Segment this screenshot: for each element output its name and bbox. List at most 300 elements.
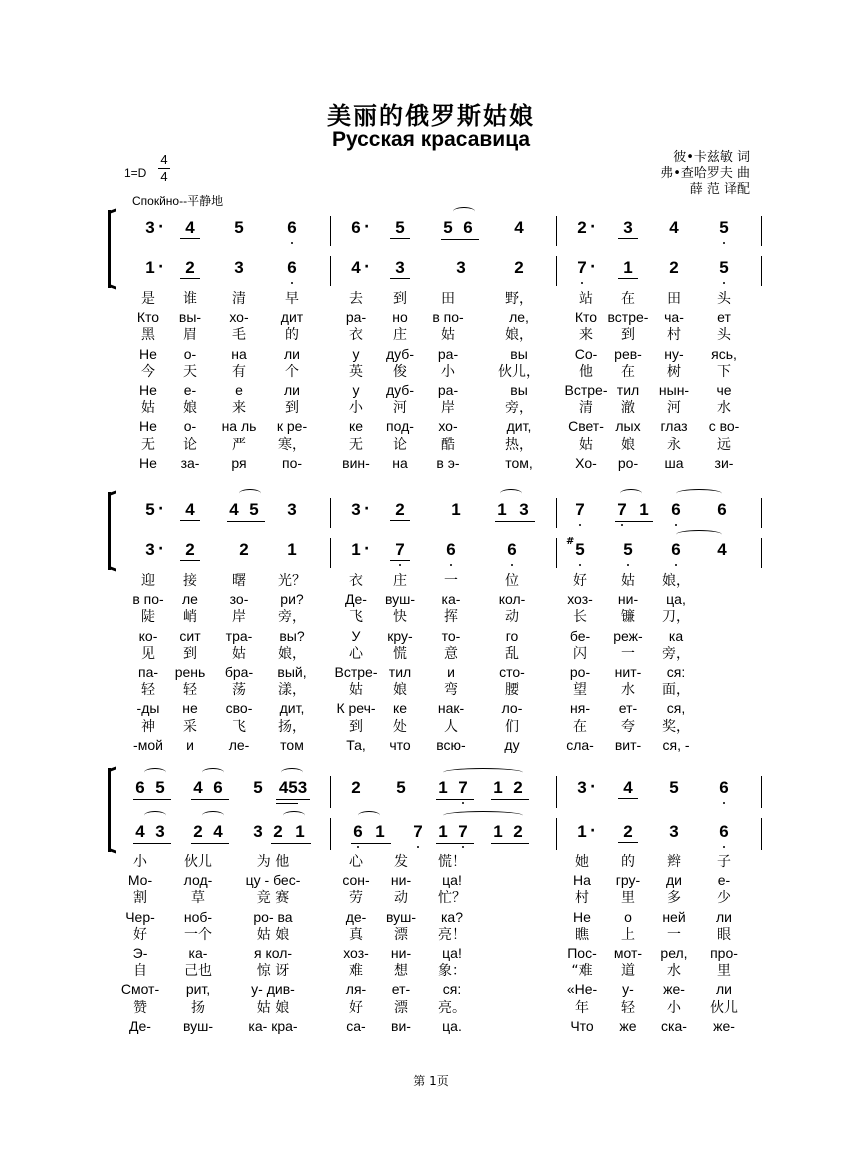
lyric-syllable: кол- bbox=[498, 591, 526, 608]
lyric-syllable: го bbox=[505, 627, 519, 644]
lyric-syllable: 岸 bbox=[441, 400, 455, 417]
note: 2 bbox=[513, 822, 523, 841]
augmentation-dot: · bbox=[364, 541, 370, 557]
lyric-syllable: но bbox=[392, 309, 408, 326]
lyrics-line-6 bbox=[108, 381, 768, 399]
lyric-syllable: 草 bbox=[191, 890, 205, 907]
lyric-syllable: цу - бес- bbox=[245, 872, 301, 889]
lyric-syllable: У bbox=[351, 627, 361, 644]
lyric-syllable: 的 bbox=[621, 854, 635, 870]
note: 3 bbox=[390, 258, 410, 279]
note: 5 bbox=[669, 778, 679, 797]
lyric-syllable: 小 bbox=[667, 999, 681, 1016]
barline bbox=[556, 498, 557, 528]
lyric-syllable: 她 bbox=[575, 854, 589, 870]
lyric-syllable: ро- bbox=[617, 454, 639, 471]
lyric-syllable: 扬， bbox=[278, 718, 306, 735]
lyrics-line-7 bbox=[108, 399, 768, 417]
barline bbox=[330, 538, 331, 568]
lyric-syllable: ро- bbox=[569, 664, 591, 680]
lyric-syllable: 到 bbox=[183, 645, 197, 662]
note: 1 bbox=[438, 822, 448, 841]
lyric-syllable: ле- bbox=[228, 736, 250, 753]
note: 7 bbox=[408, 822, 428, 842]
note: 7 bbox=[390, 540, 410, 561]
lyric-syllable: ней bbox=[662, 908, 686, 925]
lyrics-line-2 bbox=[108, 871, 768, 889]
note: 1 bbox=[375, 822, 385, 841]
note: 5 bbox=[714, 218, 734, 238]
lyric-syllable: вин- bbox=[342, 454, 370, 471]
note: 1 bbox=[493, 822, 503, 841]
note: 7 bbox=[572, 258, 592, 278]
augmentation-dot: · bbox=[158, 541, 164, 557]
lyric-syllable: рень bbox=[174, 664, 206, 680]
lyric-syllable: 远 bbox=[717, 436, 731, 453]
lyric-syllable: о- bbox=[183, 345, 197, 362]
note: 6 bbox=[717, 500, 727, 519]
note: 1 bbox=[287, 540, 297, 559]
lyric-syllable: 飞 bbox=[232, 718, 246, 735]
note: 6 bbox=[348, 822, 368, 842]
note: 5 bbox=[249, 500, 259, 519]
lyric-syllable: ясь, bbox=[711, 345, 737, 362]
lyric-syllable: вуш- bbox=[385, 908, 417, 925]
lyric-syllable: в по- bbox=[432, 309, 464, 326]
tempo-marking: Спокйно--平静地 bbox=[132, 194, 224, 208]
lyric-syllable: Де- bbox=[129, 1017, 151, 1034]
lyric-syllable: 轻 bbox=[621, 999, 635, 1016]
lyrics-line-3 bbox=[108, 608, 768, 626]
note: 3 bbox=[253, 822, 263, 841]
lyric-syllable: 村 bbox=[667, 327, 681, 344]
lyric-syllable: ри? bbox=[280, 591, 304, 608]
beam bbox=[495, 521, 535, 522]
note: 2 bbox=[618, 822, 638, 843]
note: 6 bbox=[441, 540, 461, 560]
lyric-syllable: тра- bbox=[225, 627, 253, 644]
lyric-syllable: 望 bbox=[573, 682, 587, 699]
lyric-syllable: ни- bbox=[617, 591, 639, 608]
lyric-syllable: 动 bbox=[505, 609, 519, 626]
lyrics-line-8 bbox=[108, 417, 768, 435]
lyric-syllable: ноб- bbox=[183, 908, 213, 925]
note: 6 bbox=[666, 500, 686, 520]
lyric-syllable: под- bbox=[386, 418, 414, 435]
lyric-syllable: Кто bbox=[136, 309, 160, 326]
beam bbox=[227, 521, 265, 522]
lyric-syllable: ца! bbox=[442, 945, 462, 961]
lyric-syllable: рев- bbox=[614, 345, 642, 362]
barline bbox=[556, 538, 557, 568]
lyric-syllable: 俊 bbox=[393, 363, 407, 380]
note: 5 bbox=[714, 258, 734, 278]
lyric-syllable: 娘， bbox=[278, 645, 306, 662]
lyric-syllable: 处 bbox=[393, 718, 407, 735]
lyric-syllable: 河 bbox=[393, 400, 407, 417]
lyric-syllable: по- bbox=[281, 454, 303, 471]
lyrics-line-5 bbox=[108, 926, 768, 944]
note: 4 bbox=[351, 258, 361, 277]
lyric-syllable: 快 bbox=[393, 609, 407, 626]
lyric-syllable: ду bbox=[504, 736, 520, 753]
lyric-syllable: вит- bbox=[614, 736, 642, 753]
note: 6 bbox=[282, 218, 302, 238]
lyric-syllable: реж- bbox=[613, 627, 643, 644]
lyric-syllable: Хо- bbox=[575, 454, 597, 471]
beam bbox=[615, 521, 653, 522]
lyrics-line-9 bbox=[108, 436, 768, 454]
augmentation-dot: · bbox=[590, 823, 596, 839]
lyric-syllable: же bbox=[619, 1017, 637, 1034]
lyric-syllable: 上 bbox=[621, 926, 635, 943]
lyric-syllable: 酷 bbox=[441, 436, 455, 453]
lyric-syllable: 年 bbox=[575, 999, 589, 1016]
lyric-syllable: 多 bbox=[667, 890, 681, 907]
lyric-syllable: нак- bbox=[437, 700, 465, 717]
lyrics-line-7 bbox=[108, 681, 768, 699]
lyric-syllable: 树 bbox=[667, 363, 681, 380]
note: 6 bbox=[135, 778, 145, 797]
lyrics-line-4 bbox=[108, 908, 768, 926]
lyric-syllable: Кто bbox=[574, 309, 598, 326]
augmentation-dot: · bbox=[364, 501, 370, 517]
beam bbox=[271, 843, 311, 844]
lyric-syllable: ра- bbox=[437, 382, 459, 398]
lyric-syllable: 热， bbox=[505, 436, 533, 453]
lyric-syllable: 个 bbox=[285, 363, 299, 380]
lyric-syllable: ло- bbox=[501, 700, 523, 717]
beam bbox=[191, 799, 229, 800]
lyric-syllable: 动 bbox=[394, 890, 408, 907]
lyric-syllable: у bbox=[352, 345, 360, 362]
note: 4 bbox=[135, 822, 145, 841]
lyric-syllable: Не bbox=[139, 418, 157, 435]
lyrics-line-5 bbox=[108, 645, 768, 663]
lyric-syllable: 真 bbox=[349, 926, 363, 943]
note: 2 bbox=[351, 778, 361, 797]
augmentation-dot: · bbox=[158, 259, 164, 275]
lyric-syllable: 竞 赛 bbox=[256, 890, 290, 907]
lyric-syllable: 姑 娘 bbox=[256, 926, 290, 943]
lyric-syllable: 旁， bbox=[278, 609, 306, 626]
lyric-syllable: 庄 bbox=[393, 573, 407, 589]
lyric-syllable: 子 bbox=[717, 854, 731, 870]
title-chinese: 美丽的俄罗斯姑娘 bbox=[327, 101, 535, 130]
lyric-syllable: е bbox=[235, 382, 243, 398]
lyric-syllable: хо- bbox=[229, 309, 249, 326]
note: 2 bbox=[669, 258, 679, 277]
barline bbox=[330, 498, 331, 528]
lyric-syllable: ша bbox=[664, 454, 684, 471]
slur bbox=[453, 207, 475, 216]
lyric-syllable: бра- bbox=[224, 664, 254, 680]
lyric-syllable: дуб- bbox=[385, 382, 414, 398]
lyric-syllable: ка- bbox=[188, 945, 208, 961]
lyric-syllable: на bbox=[231, 345, 247, 362]
lyric-syllable: 头 bbox=[717, 327, 731, 344]
lyrics-line-8 bbox=[108, 980, 768, 998]
lyric-syllable: 论 bbox=[183, 436, 197, 453]
lyric-syllable: ка bbox=[668, 627, 684, 644]
lyric-syllable: Де- bbox=[345, 591, 367, 608]
note: 3 bbox=[669, 822, 679, 841]
note: 2 bbox=[273, 822, 283, 841]
lyric-syllable: 黑 bbox=[141, 327, 155, 344]
lyrics-line-10 bbox=[108, 736, 768, 754]
lyric-syllable: 道 bbox=[621, 963, 635, 980]
note: 4 bbox=[193, 778, 203, 797]
note: 3 bbox=[456, 258, 466, 277]
note: 7 bbox=[453, 822, 473, 842]
lyric-syllable: 衣 bbox=[349, 573, 363, 589]
lyric-syllable: Свет- bbox=[568, 418, 604, 435]
note: 6 bbox=[502, 540, 522, 560]
barline bbox=[330, 776, 331, 808]
lyric-syllable: 乱 bbox=[505, 645, 519, 662]
note: 1 bbox=[577, 822, 587, 841]
lyric-syllable: глаз bbox=[660, 418, 688, 435]
lyric-syllable: “难 bbox=[571, 963, 593, 980]
lyric-syllable: 永 bbox=[667, 436, 681, 453]
lyric-syllable: Что bbox=[570, 1017, 594, 1034]
lyric-syllable: К реч- bbox=[336, 700, 376, 717]
lyric-syllable: 庄 bbox=[393, 327, 407, 344]
slur bbox=[443, 811, 523, 820]
lyric-syllable: 娘， bbox=[505, 327, 533, 344]
lyric-syllable: 早 bbox=[285, 291, 299, 307]
lyric-syllable: ви- bbox=[391, 1017, 411, 1034]
slur bbox=[281, 768, 303, 777]
time-signature-bottom: 4 bbox=[160, 169, 168, 184]
note: 3 bbox=[618, 218, 638, 239]
lyric-syllable: нит- bbox=[614, 664, 642, 680]
lyric-syllable: 伙儿 bbox=[184, 854, 212, 870]
lyric-syllable: 镰 bbox=[621, 609, 635, 626]
lyric-syllable: ли bbox=[284, 345, 300, 362]
lyrics-line-10 bbox=[108, 1017, 768, 1035]
lyric-syllable: том bbox=[280, 736, 304, 753]
lyric-syllable: 里 bbox=[621, 890, 635, 907]
lyric-syllable: на ль bbox=[221, 418, 257, 435]
note: 5 bbox=[253, 778, 263, 797]
lyric-syllable: Пос- bbox=[567, 945, 597, 961]
credit-composer: 弗•查哈罗夫 曲 bbox=[660, 166, 750, 181]
lyric-syllable: 闪 bbox=[573, 645, 587, 662]
note: 5 bbox=[570, 540, 590, 560]
note: 4 bbox=[229, 500, 239, 519]
lyric-syllable: 田 bbox=[441, 291, 455, 307]
lyric-syllable: 是 bbox=[141, 291, 155, 307]
lyric-syllable: 姑 bbox=[579, 436, 593, 453]
slur bbox=[500, 489, 522, 498]
slur bbox=[676, 489, 722, 498]
lyrics-line-1 bbox=[108, 290, 768, 308]
lyric-syllable: Встре- bbox=[564, 382, 608, 398]
lyric-syllable: 慌！ bbox=[438, 854, 466, 870]
lyric-syllable: ле bbox=[182, 591, 198, 608]
lyric-syllable: за- bbox=[180, 454, 200, 471]
beam bbox=[441, 239, 479, 240]
augmentation-dot: · bbox=[364, 259, 370, 275]
lyric-syllable: сон- bbox=[342, 872, 370, 889]
slur bbox=[358, 811, 380, 820]
lyric-syllable: 伙儿， bbox=[498, 363, 540, 380]
augmentation-dot: · bbox=[590, 219, 596, 235]
lyric-syllable: вы? bbox=[279, 627, 305, 644]
lyric-syllable: 今 bbox=[141, 363, 155, 380]
lyric-syllable: хоз- bbox=[343, 945, 369, 961]
lyric-syllable: вы bbox=[510, 345, 528, 362]
credit-lyricist: 彼•卡兹敏 词 bbox=[673, 150, 750, 165]
note: 4 bbox=[717, 540, 727, 559]
lyric-syllable: 迎 bbox=[141, 573, 155, 589]
lyric-syllable: 己也 bbox=[184, 963, 212, 980]
lyric-syllable: ча- bbox=[664, 309, 684, 326]
lyric-syllable: 漾， bbox=[278, 682, 306, 699]
lyric-syllable: 眼 bbox=[717, 926, 731, 943]
lyric-syllable: 小 bbox=[349, 400, 363, 417]
lyric-syllable: 寒， bbox=[278, 436, 306, 453]
lyric-syllable: хо- bbox=[438, 418, 458, 435]
lyric-syllable: ся: bbox=[442, 981, 462, 998]
lyric-syllable: что bbox=[389, 736, 411, 753]
lyric-syllable: ня- bbox=[570, 700, 590, 717]
lyric-syllable: па- bbox=[137, 664, 159, 680]
lyric-syllable: 一 bbox=[621, 645, 635, 662]
lyric-syllable: «Не- bbox=[566, 981, 598, 998]
system-bracket bbox=[108, 210, 111, 288]
lyric-syllable: Чер- bbox=[125, 908, 155, 925]
lyric-syllable: 刀， bbox=[662, 609, 690, 626]
lyric-syllable: я кол- bbox=[253, 945, 293, 961]
lyric-syllable: 到 bbox=[393, 291, 407, 307]
lyric-syllable: мот- bbox=[613, 945, 643, 961]
lyric-syllable: е- bbox=[717, 872, 731, 889]
lyric-syllable: вуш- bbox=[182, 1017, 214, 1034]
title-russian: Русская красавица bbox=[331, 128, 531, 151]
barline bbox=[330, 216, 331, 246]
lyric-syllable: 姑 bbox=[349, 682, 363, 699]
lyric-syllable: ся: bbox=[666, 664, 686, 680]
lyric-syllable: 里 bbox=[717, 963, 731, 980]
lyric-syllable: -мой bbox=[133, 736, 163, 753]
lyric-syllable: 旁， bbox=[662, 645, 690, 662]
lyrics-line-7 bbox=[108, 962, 768, 980]
note: 1 bbox=[145, 258, 155, 277]
lyric-syllable: 小 bbox=[441, 363, 455, 380]
lyric-syllable: 漂 bbox=[394, 999, 408, 1016]
note: 2 bbox=[577, 218, 587, 237]
lyric-syllable: и bbox=[447, 664, 455, 680]
lyric-syllable: ся, - bbox=[662, 736, 690, 753]
lyric-syllable: у- див- bbox=[251, 981, 295, 998]
note: 1 bbox=[618, 258, 638, 279]
lyric-syllable: 漂 bbox=[394, 926, 408, 943]
note: 3 bbox=[145, 540, 155, 559]
slur bbox=[144, 811, 166, 820]
barline bbox=[761, 776, 762, 808]
lyric-syllable: 来 bbox=[579, 327, 593, 344]
lyric-syllable: ска- bbox=[661, 1017, 687, 1034]
lyric-syllable: 姑 bbox=[141, 400, 155, 417]
lyric-syllable: 伙儿 bbox=[710, 999, 738, 1016]
lyric-syllable: 峭 bbox=[183, 609, 197, 626]
lyric-syllable: 劳 bbox=[349, 890, 363, 907]
lyric-syllable: Не bbox=[139, 454, 157, 471]
slur bbox=[239, 489, 261, 498]
note: 6 bbox=[351, 218, 361, 237]
lyric-syllable: у bbox=[352, 382, 360, 398]
lyric-syllable: 为 他 bbox=[256, 854, 290, 870]
lyric-syllable: 少 bbox=[717, 890, 731, 907]
lyric-syllable: дит, bbox=[506, 418, 532, 435]
note: 6 bbox=[213, 778, 223, 797]
lyric-syllable: Встре- bbox=[334, 664, 378, 680]
beam bbox=[436, 799, 474, 800]
note: 5 bbox=[155, 778, 165, 797]
lyrics-line-1 bbox=[108, 572, 768, 590]
note: 2 bbox=[513, 778, 523, 797]
lyric-syllable: про- bbox=[710, 945, 738, 961]
lyric-syllable: Со- bbox=[574, 345, 598, 362]
note: 4 bbox=[618, 778, 638, 799]
lyric-syllable: Не bbox=[139, 345, 157, 362]
lyric-syllable: 清 bbox=[579, 400, 593, 417]
note: 6 bbox=[282, 258, 302, 278]
lyric-syllable: ра- bbox=[437, 345, 459, 362]
lyric-syllable: ли bbox=[284, 382, 300, 398]
lyric-syllable: 一 bbox=[667, 926, 681, 943]
note: 1 bbox=[639, 500, 649, 519]
lyric-syllable: рел, bbox=[660, 945, 688, 961]
lyric-syllable: 忙？ bbox=[438, 890, 466, 907]
lyric-syllable: ди bbox=[666, 872, 682, 889]
lyrics-line-10 bbox=[108, 454, 768, 472]
lyric-syllable: 论 bbox=[393, 436, 407, 453]
lyric-syllable: в э- bbox=[436, 454, 460, 471]
note-group: 453 bbox=[278, 778, 308, 797]
lyric-syllable: ца! bbox=[442, 872, 462, 889]
lyric-syllable: 的 bbox=[285, 327, 299, 344]
lyric-syllable: ка? bbox=[440, 908, 463, 925]
beam bbox=[276, 799, 310, 800]
lyrics-line-1 bbox=[108, 853, 768, 871]
lyric-syllable: ет- bbox=[391, 981, 411, 998]
lyric-syllable: 亮。 bbox=[438, 999, 466, 1016]
lyric-syllable: ли bbox=[716, 908, 732, 925]
barline bbox=[556, 776, 557, 808]
beam bbox=[491, 799, 529, 800]
lyric-syllable: вы- bbox=[178, 309, 202, 326]
lyric-syllable: дит, bbox=[279, 700, 305, 717]
note: 3 bbox=[145, 218, 155, 237]
lyric-syllable: 娘， bbox=[662, 573, 690, 589]
lyrics-line-2 bbox=[108, 308, 768, 326]
augmentation-dot: · bbox=[158, 219, 164, 235]
lyric-syllable: ро- ва bbox=[253, 908, 293, 925]
lyric-syllable: тил bbox=[616, 382, 640, 398]
slur bbox=[202, 768, 224, 777]
lyric-syllable: ке bbox=[348, 418, 364, 435]
lyric-syllable: ся, bbox=[666, 700, 686, 717]
lyric-syllable: не bbox=[182, 700, 198, 717]
lyric-syllable: е- bbox=[183, 382, 197, 398]
lyric-syllable: нын- bbox=[658, 382, 690, 398]
lyric-syllable: де- bbox=[345, 908, 367, 925]
lyric-syllable: Не bbox=[573, 908, 591, 925]
lyrics-block-1 bbox=[108, 290, 768, 470]
